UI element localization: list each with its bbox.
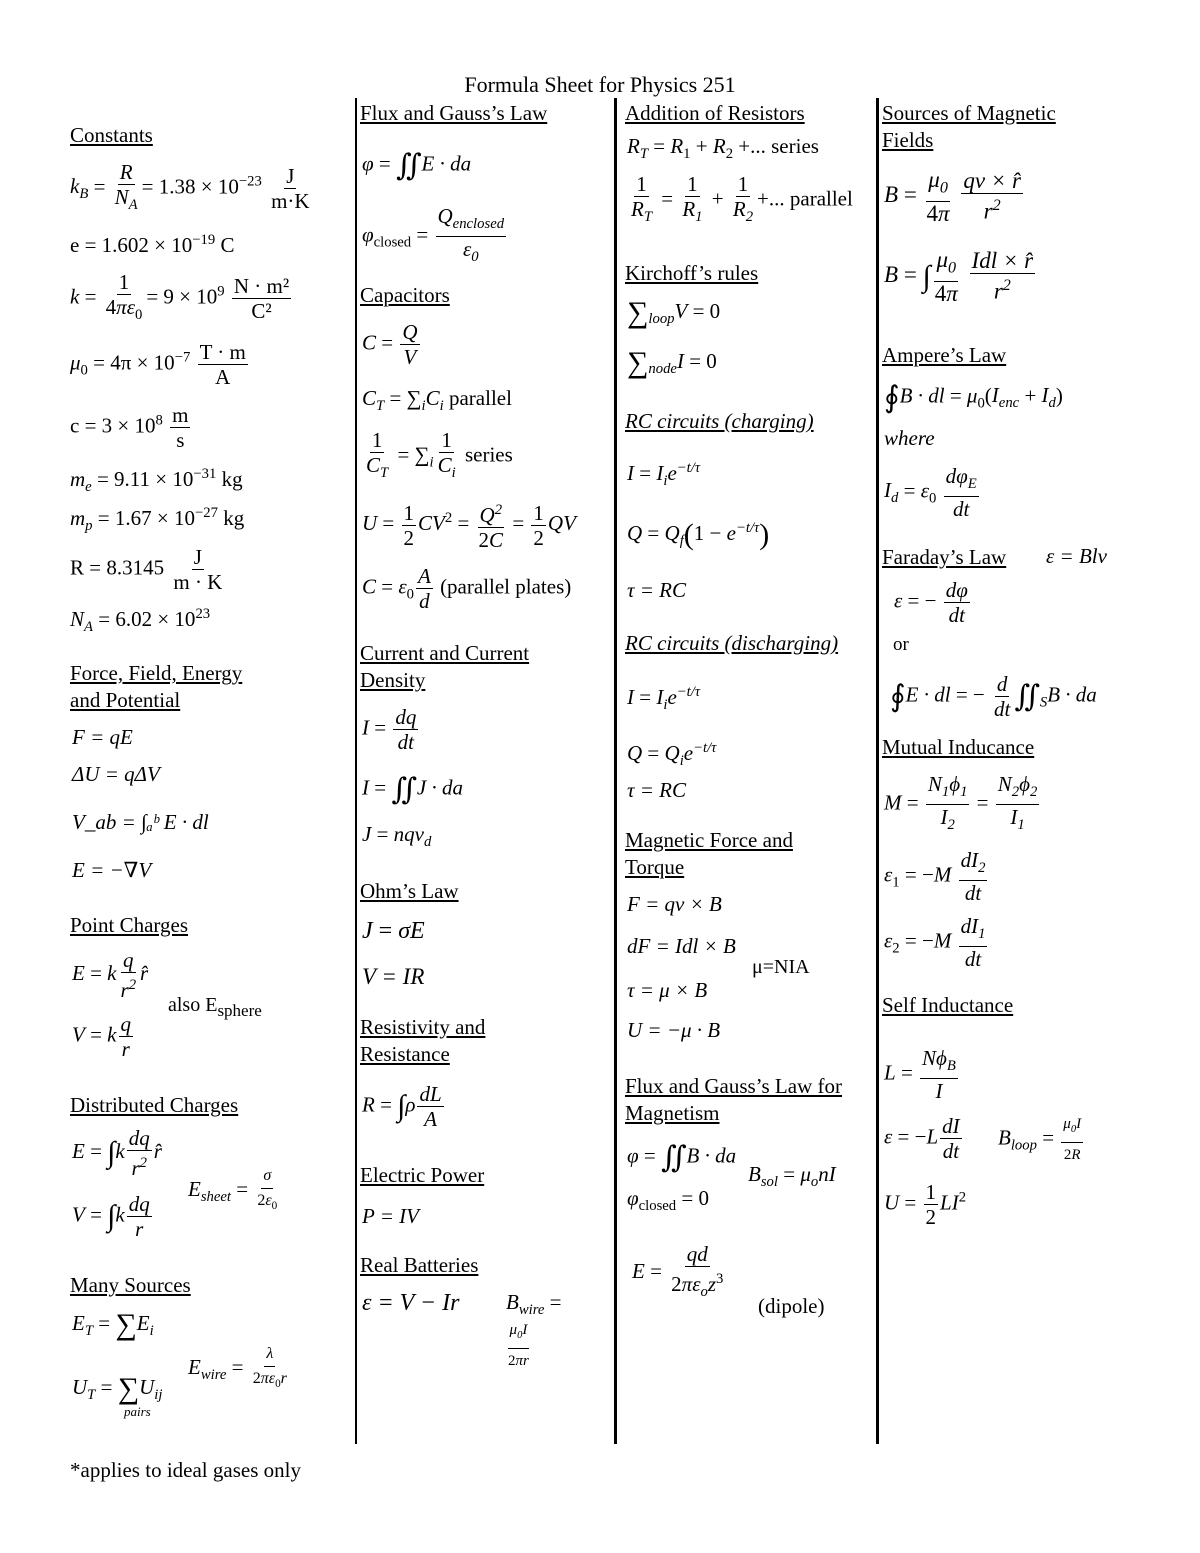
heading-force-2: and Potential (70, 688, 181, 712)
eq-flux: φ = ∬E · da (362, 149, 472, 182)
heading-sources-2: Fields (882, 128, 934, 152)
eq-mutual: M = $\frac{N_1\phi_1}{I_2}$ = $\frac{N_2\phi_2}{I_1}$ (884, 772, 1038, 834)
eq-ohm-v: V = IR (362, 964, 425, 989)
eq-mutual-emf1: $\varepsilon_1 = -M$ $\frac{dI_2}{dt}$ (884, 848, 986, 906)
eq-mu-nia: μ=NIA (752, 956, 810, 978)
heading-kirchhoff: Kirchoff’s rules (625, 261, 759, 285)
eq-total-energy: $U_T = \sum U_{ij}$ (72, 1372, 163, 1405)
eq-rc-dis-i: $I = I_ie^{-t/\tau}$ (627, 684, 701, 714)
eq-dist-potential: V = ∫k $\frac{dq}{r}$ (72, 1192, 150, 1241)
heading-magflux-2: Magnetism (625, 1101, 720, 1125)
heading-flux-gauss: Flux and Gauss’s Law (360, 101, 548, 125)
eq-displacement: $I_d = \varepsilon_0$ $\frac{d\varphi_E}{dt}$ (884, 464, 977, 522)
heading-mutual: Mutual Inducance (882, 735, 1035, 759)
eq-magflux-closed: $\varphi_{closed} = 0$ (627, 1186, 709, 1215)
eq-force: F = qE (72, 725, 133, 749)
heading-ohms-law: Ohm’s Law (360, 879, 459, 903)
eq-current: I = $\frac{dq}{dt}$ (362, 705, 417, 754)
pairs-label: pairs (124, 1404, 151, 1419)
eq-energy: ΔU = qΔV (72, 762, 160, 786)
eq-potential: V_ab = ∫ₐᵇ E · dl (72, 810, 209, 834)
column-divider-2 (614, 98, 617, 1444)
eq-point-field: E = k $\frac{q}{r^2}$ r̂ (72, 948, 149, 1002)
heading-resistivity-1: Resistivity and (360, 1015, 486, 1039)
eq-drift: J = nqv$_d$ (362, 822, 432, 851)
where-label: where (884, 426, 935, 450)
eq-esheet: $E_{sheet}$ = $\frac{\sigma}{2\varepsilon_0}$ (188, 1164, 281, 1218)
eq-bwire-frac: $\frac{\mu_0I}{2\pi r}$ (504, 1318, 533, 1373)
heading-point-charges: Point Charges (70, 913, 189, 937)
heading-force-1: Force, Field, Energy (70, 661, 243, 685)
eq-wire-force: dF = Idl × B (627, 934, 736, 958)
eq-rc-charge-i: $I = I_ie^{-t/\tau}$ (627, 460, 701, 490)
eq-rc-dis-tau: τ = RC (627, 778, 687, 802)
eq-dist-field: E = ∫k $\frac{dq}{r^2}$ r̂ (72, 1126, 162, 1180)
eq-faraday: ε = − $\frac{d\varphi}{dt}$ (894, 578, 968, 627)
heading-constants: Constants (70, 123, 153, 147)
page-title: Formula Sheet for Physics 251 (464, 72, 736, 97)
eq-cap-energy: U = $\frac{1}{2}$ $CV^2$ = $\frac{Q^2}{2C}$ = $\frac{1}{2}$ QV (362, 498, 576, 552)
heading-faraday: Faraday’s Law (882, 545, 1007, 569)
eq-total-field: $E_T = \sum E_i$ (72, 1308, 154, 1341)
eq-cap-series: $\frac{1}{C_T}$ = $\sum_i$ $\frac{1}{C_i}$ series (366, 428, 513, 482)
const-mu0: $\mu_0 = 4\pi \times 10^{-7}$ $\frac{T \cdot m}{A}$ (70, 340, 246, 389)
or-label: or (893, 634, 909, 655)
eq-dipole-field: E = $\frac{qd}{2\pi\varepsilon_oz^3}$ (632, 1242, 724, 1301)
eq-cap-plates: $C = \varepsilon_0$ $\frac{A}{d}$ (parallel plates) (362, 564, 572, 613)
eq-cap-parallel: $C_T = \sum_iC_i$ parallel (362, 386, 512, 415)
heading-self-inductance: Self Inductance (882, 993, 1014, 1017)
eq-gradient: E = −∇V (72, 858, 152, 882)
dipole-label: (dipole) (758, 1294, 825, 1318)
heading-many-sources: Many Sources (70, 1273, 191, 1297)
eq-biot-savart: B = ∫ $\frac{\mu_0}{4\pi}$ $\frac{\text{Idl × r̂}}{r^2}$ (884, 247, 1034, 306)
heading-sources-1: Sources of Magnetic (882, 101, 1056, 125)
heading-capacitors: Capacitors (360, 283, 450, 307)
eq-kirchhoff-loop: $\sum_{loop}V = 0$ (627, 296, 721, 329)
heading-current-2: Density (360, 668, 426, 692)
eq-biot-point: B = $\frac{\mu_0}{4\pi}$ $\frac{qv \times r̂}{r^2}$ (884, 167, 1022, 226)
eq-power: P = IV (362, 1204, 419, 1228)
eq-bloop: $B_{loop}$ = $\frac{\mu_0I}{2R}$ (998, 1112, 1085, 1167)
heading-magforce-1: Magnetic Force and (625, 828, 793, 852)
eq-torque: τ = μ × B (627, 978, 708, 1002)
const-c: $c = 3 \times 10^8$ $\frac{m}{s}$ (70, 403, 189, 452)
eq-capacitance: C = $\frac{Q}{V}$ (362, 320, 418, 369)
const-na: $N_A = 6.02 \times 10^{23}$ (70, 606, 211, 636)
eq-faraday-integral: ∮E · dl = − $\frac{d}{dt}$ $∬_SB$ · da (890, 672, 1097, 721)
eq-inductor-energy: U = $\frac{1}{2}$ $LI^2$ (884, 1180, 967, 1229)
eq-bwire: $B_{wire}$ = (506, 1290, 562, 1319)
eq-self-inductance: L = $\frac{N\phi_B}{I}$ (884, 1046, 956, 1104)
const-k: k = $\frac{1}{4\pi\varepsilon_0}$ = $9 \times 10^9$ $\frac{\text{N · m²}}{\text{C²}}$ (70, 270, 290, 324)
const-r: R = 8.3145 $\frac{J}{m \cdot K}$ (70, 545, 223, 594)
heading-magforce-2: Torque (625, 855, 685, 879)
const-kb: $k_B$ = $\frac{R}{N_A}$ = $1.38 \times 10^{-23}$ $\frac{J}{m\cdot K}$ (70, 160, 310, 214)
heading-ampere: Ampere’s Law (882, 343, 1007, 367)
const-e: $e = 1.602 \times 10^{-19}$ C (70, 232, 235, 257)
eq-motional-emf: ε = Blv (1046, 544, 1107, 568)
column-divider-3 (876, 98, 879, 1444)
eq-ampere: ∮B · dl = $\mu_0(I_{enc} + I_d)$ (884, 381, 1063, 414)
eq-current-density: I = ∬J · da (362, 773, 463, 806)
const-mp: $m_p = 1.67 \times 10^{-27}$ kg (70, 505, 245, 535)
eq-mutual-emf2: $\varepsilon_2 = -M$ $\frac{dI_1}{dt}$ (884, 914, 986, 972)
footnote: *applies to ideal gases only (70, 1458, 301, 1482)
eq-ohm-j: J = σE (362, 918, 425, 944)
eq-dipole-energy: U = −μ · B (627, 1018, 721, 1042)
heading-power: Electric Power (360, 1163, 485, 1187)
also-sphere: also $E_{sphere}$ (168, 994, 262, 1020)
eq-rc-dis-q: $Q = Q_ie^{-t/\tau}$ (627, 740, 717, 770)
eq-rc-charge-tau: τ = RC (627, 578, 687, 602)
eq-res-series: $R_T = R_1 + R_2$ +... series (627, 134, 819, 163)
eq-point-potential: V = k $\frac{q}{r}$ (72, 1012, 131, 1061)
heading-rc-discharging: RC circuits (discharging) (625, 631, 839, 655)
heading-current-1: Current and Current (360, 641, 530, 665)
eq-bsol: $B_{sol} = \mu_onI$ (748, 1162, 836, 1191)
eq-gauss: $\varphi_{closed}$ = $\frac{Q_{enclosed}}{\varepsilon_0}$ (362, 204, 505, 266)
heading-distributed: Distributed Charges (70, 1093, 239, 1117)
heading-resistivity-2: Resistance (360, 1042, 450, 1066)
eq-self-emf: ε = −L $\frac{dI}{dt}$ (884, 1114, 960, 1163)
eq-ewire: $E_{wire}$ = $\frac{\lambda}{2\pi\varepsilon_0r}$ (188, 1342, 291, 1396)
eq-res-parallel: $\frac{1}{R_T}$ = $\frac{1}{R_1}$ + $\frac{1}{R_2}$ +... parallel (631, 172, 853, 226)
eq-rc-charge-q: $Q = Q_f(1 - e^{-t/\tau})$ (627, 518, 770, 551)
heading-rc-charging: RC circuits (charging) (625, 409, 814, 433)
eq-resistance: R = ∫ρ $\frac{dL}{A}$ (362, 1082, 442, 1131)
column-divider-1 (355, 98, 357, 1444)
heading-batteries: Real Batteries (360, 1253, 479, 1277)
eq-kirchhoff-node: $\sum_{node}I = 0$ (627, 346, 717, 379)
const-me: $m_e = 9.11 \times 10^{-31}$ kg (70, 466, 243, 496)
eq-lorentz: F = qv × B (627, 892, 722, 916)
eq-battery: ε = V − Ir (362, 1290, 460, 1316)
eq-magflux: φ = ∬B · da (627, 1141, 737, 1174)
heading-resistors: Addition of Resistors (625, 101, 805, 125)
heading-magflux-1: Flux and Gauss’s Law for (625, 1074, 842, 1098)
